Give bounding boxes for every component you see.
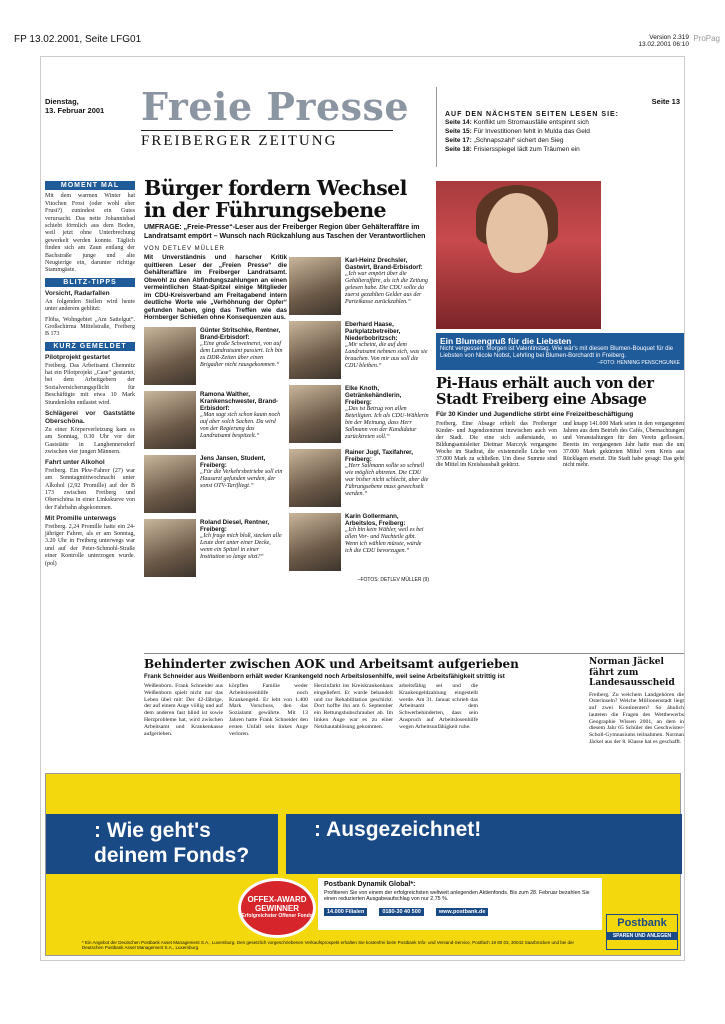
brief-text: Freiberg. Das Arbeitsamt Chemnitz hat ein Pilotprojekt „Case“ gestartet, bei dem Arbeitgebern der Sozialversicherungspflicht für Beschäftigte mit etwa 10 Mark Stundenlohn entlastet wird. [45, 362, 135, 406]
voice-entry [144, 327, 284, 389]
voice-quote: „Ich frage mich bloß, stecken alle Leute dort unter einer Decke, wenn ein Spitzel in einer Institution so lange sitzt?“ [200, 533, 282, 560]
voice-entry [144, 391, 284, 453]
norman-article [589, 653, 684, 746]
behinderter-body [144, 683, 646, 737]
ad-contacts [324, 908, 596, 916]
blitz-places: Flöha, Wohngebiet „Am Sattelgut“. Großschirma Mittelstraße, Freiberg B 173 [45, 316, 135, 338]
voice-quote: „Mir scheint, die auf dem Landratsamt nehmen sich, was sie brauchen. Von mir aus soll die CDU bleiben.“ [345, 342, 428, 369]
page-number: Seite 13 [651, 97, 680, 106]
voice-quote: „Für die Verkehrsbetriebe soll ein Hausarzt gefunden werden, der sonst OTV-Tarifliegt.“ [200, 469, 283, 489]
version-timestamp: 13.02.2001 06:10 [638, 41, 689, 48]
brief-title: Fahrt unter Alkohol [45, 459, 105, 467]
photo-caption [436, 333, 684, 370]
voice-name: Karl-Heinz Drechsler, Gastwirt, Brand-Erbisdorf: [345, 257, 423, 271]
voices-column-right [289, 257, 429, 584]
propag-label: ProPag [693, 34, 720, 43]
norman-headline[interactable]: Norman Jäckel fährt zum Landesausscheid [589, 653, 684, 689]
brief-title: Mit Promille unterwegs [45, 515, 117, 523]
blitz-tipps-header: BLITZ-TIPPS [45, 278, 135, 287]
newspaper-page [40, 56, 685, 961]
byline: VON DETLEV MÜLLER [144, 246, 226, 252]
behinderter-column: Weißenborn. Frank Schneider aus Weißenborn spielt nicht nur das Leben übel mit: Der 42-Jährige, der auf einem Auge völlig und auf dem anderen fast blind ist sowie Herzprobleme hat, wird zwischen Arbeitsamt und Krankenkasse aufgerieben. [144, 683, 223, 737]
teaser-item[interactable] [445, 145, 686, 154]
lead-paragraph: Mit Unverständnis und harscher Kritik quittieren Leser der „Freien Presse“ die Gehälteraffäre im Freiberger Landratsamt. Obwohl zu den Abfindungszahlungen an einen vermeintlichen Staat-Spitzel einige Mitglieder im CDU-Kreisverband am Freitagabend intern deutliche Worte wie „Verhöhnung der Opfer“ gefunden haben, ging das Treffen wie das Hornberger Schießen ohne Konsequenzen aus. [144, 254, 287, 321]
teaser-text: „Schnapszahl“ sichert den Sieg [473, 137, 564, 144]
newspaper-logo [141, 84, 441, 150]
pi-haus-body [436, 421, 684, 469]
voice-quote: „Eine große Schweinerei, von auf dem Landratsamt passiert. Ich bin zu DDR-Zeiten über einen Brigadier nicht rausgekommen.“ [200, 341, 283, 368]
portrait-photo [144, 391, 196, 449]
website-link[interactable]: www.postbank.de [436, 908, 489, 916]
teaser-heading: AUF DEN NÄCHSTEN SEITEN LESEN SIE: [445, 111, 620, 118]
ad-question: : Wie geht's deinem Fonds? [46, 814, 278, 874]
portrait-photo [144, 327, 196, 385]
teaser-page: Seite 18: [445, 146, 472, 153]
norman-text: Freiberg. Zu welchem Landgehören die Osterinseln? Welche Millionenstadt liegt auf zwei Kontinenten? So ähnlich lauteten die Fragen des Wettbewerbs Geographie Wissen 2001, an dem in diesem Jahr 65 Schüler des Geschwister-Scholl-Gymnasiums teilnahmen. Norman Jäckel aus der 8. Klasse hat es geschafft. [589, 691, 684, 746]
main-deck: UMFRAGE: „Freie-Presse“-Leser aus der Freiberger Region über Gehälteraffäre im Landratsamt empört – Wunsch nach Rückzahlung aus Taschen der Verantwortlichen [144, 224, 426, 240]
issue-weekday: Dienstag, [45, 97, 79, 106]
left-column [45, 181, 135, 571]
teaser-page: Seite 14: [445, 119, 472, 126]
portrait-photo [289, 449, 341, 507]
behinderter-column: arbeitsfähig sei und die Krankengeldzahlung eingestellt werde. Am 31. Januar schrieb das Arbeitsamt dem Schwerbehinderten, dass sein Anspruch auf Arbeitslosenhilfe wegen Arbeitsunfähigkeit ruhe. [399, 683, 478, 730]
voice-entry [289, 513, 429, 575]
photo-credit: –FOTOS: DETLEV MÜLLER (9) [357, 577, 429, 583]
phone-number[interactable]: 0180-30 40 500 [379, 908, 424, 916]
version-info [638, 34, 689, 48]
teaser-text: Für Investitionen fehlt in Mulda das Geld [473, 128, 590, 135]
teaser-item[interactable] [445, 136, 686, 145]
newspaper-title: Freie Presse [141, 84, 410, 129]
pi-haus-headline[interactable]: Pi-Haus erhält auch von der Stadt Freiberg eine Absage [436, 375, 654, 408]
newspaper-subtitle: FREIBERGER ZEITUNG [141, 130, 393, 150]
brief-text: Zu einer Körperverletzung kam es am Sonntag, 0.30 Uhr vor der Gaststätte in Langhennersdorf zwischen vier jungen Männern. [45, 426, 135, 455]
brief-text: Freiberg. 2,24 Promille hatte ein 24-jähriger Fahrer, als er am Sonntag, 3.20 Uhr in Freiberg unterwegs war und auf der Peter-Schmohl-Straße einer Kontrolle unterzogen wurde. (pol) [45, 523, 135, 567]
behinderter-column: Herzinfarkt ins Kreiskrankenhaus eingeliefert. Er wurde behandelt und zur Rehabilitation geschickt. Dort hoffte ihn am 6. September ein Rettungshubschrauber ab. Im linken Auge war es zu einer Netzhautablösung gekommen. [314, 683, 393, 730]
teaser-text: Konflikt um Stromausfälle entspinnt sich [473, 119, 589, 126]
brief-title: Pilotprojekt gestartet [45, 354, 111, 362]
badge-title: OFFEX-AWARD GEWINNER [247, 895, 307, 913]
voices-column-left [144, 327, 284, 583]
issue-date [45, 97, 115, 115]
voice-entry [289, 449, 429, 511]
moment-mal-header: MOMENT MAL [45, 181, 135, 190]
voice-quote: „Ich war empört über die Gehälteraffäre, als ich die Zeitung gelesen habe. Die CDU sollte da zuerst gezahlten Gelder aus der Parteikasse zurückzahlen.“ [345, 271, 428, 305]
behinderter-column: körpflen Familie weder Arbeitslosenhilfe noch Krankengeld. Er lebt von 1.400 Mark Vorschuss, den das Sozialamt gewährte. Mit 13 Jahren hatte Frank Schneider den ersten Unfall sein linkes Auge verloren. [229, 683, 308, 737]
pi-haus-column: Freiberg. Eine Absage erhielt das Freiberger Kinder- und Jugendzentrum inzwischen auch von der Stadt. Die eine sich außerstande, so Bildungsamtsleiter Dietmar Marczyk vergangene Woche im Stadtrat, die existenzielle Lücke von 37.000 Mark zu schließen. Um diese Summe sind die Mittel im Kreishaushalt gekürzt. [436, 421, 557, 469]
pi-haus-deck: Für 30 Kinder und Jugendliche stirbt eine Freizeitbeschäftigung [436, 411, 634, 418]
teaser-item[interactable] [445, 127, 686, 136]
main-headline[interactable]: Bürger fordern Wechsel in der Führungsebene [144, 176, 407, 222]
teaser-page: Seite 17: [445, 137, 472, 144]
voice-name: Eberhard Haase, Parkplatzbetreiber, Niederbobritzsch: [345, 321, 401, 342]
caption-text: Nicht vergessen: Morgen ist Valentinstag. Wie wär's mit diesem Blumen-Bouquet für die Liebsten von Nicole Nobst, Lehrling bei Blumen-Borchardt in Freiberg. [440, 346, 674, 359]
voice-entry [289, 321, 429, 383]
page-id-line: FP 13.02.2001, Seite LFG01 [14, 34, 142, 45]
voice-quote: „Man sagt sich schon kaum noch auf aber solch Sachen. Da wird von der Regierung das Landratsamt bespitzelt.“ [200, 412, 281, 439]
brief-title: Schlägerei vor Gaststätte Oberschöna. [45, 409, 135, 426]
right-column [436, 181, 684, 469]
portrait-photo [289, 321, 341, 379]
teaser-text: Frisiersspiegel lädt zum Träumen ein [473, 146, 580, 153]
voice-entry [289, 257, 429, 319]
voice-quote: „Herr Sallmann sollte so schnell wie möglich abtreten. Die CDU war bisher nicht schlecht, aber die Führungsebene muss gewechselt werden.“ [345, 463, 429, 497]
kurz-gemeldet-header: KURZ GEMELDET [45, 342, 135, 351]
voice-name: Rainer Jugl, Taxifahrer, Freiberg: [345, 449, 413, 463]
logo-slogan: SPAREN UND ANLEGEN [607, 932, 677, 940]
badge-subtitle: Erfolgreichster Offener Fonds [241, 913, 313, 919]
version-number: Version 2.319 [649, 34, 689, 41]
portrait-photo [144, 455, 196, 513]
portrait-photo [289, 257, 341, 315]
fund-name: Postbank Dynamik Global*: [324, 881, 416, 888]
voice-entry [289, 385, 429, 447]
portrait-photo [289, 513, 341, 571]
moment-mal-text: Mit dem warmen Winter hat Vitochen Frost (oder wohl eher Frust?) zunindest ein Gutes verursacht. Das nette Johannisbad schiebt förmlich aus dem Boden, weil jetzt ohne Unterbrechung gewerkelt werden konnte. Täglich finden sich am Zaun entlang der Bachstraße junge und alte Neugierige ein, darunter richtige Stammgäste. [45, 193, 135, 274]
voice-entry [144, 519, 284, 581]
voice-entry [144, 455, 284, 517]
voice-quote: „Ich bin kein Wähler, weil es bei allen Vor- und Nachteile gibt. Wenn ich wählen müsste, würde ich die CDU bevorzugen.“ [345, 527, 424, 554]
voice-name: Jens Jansen, Student, Freiberg: [200, 455, 266, 469]
caption-credit: –FOTO: HENNING PENSCHGUNKE [597, 360, 680, 366]
blitz-text: An folgenden Stellen wird heute unter anderem geblitzt: [45, 298, 135, 313]
issue-date-text: 13. Februar 2001 [45, 106, 105, 115]
voice-name: Günter Stritschke, Rentner, Brand-Erbisdorf: [200, 327, 281, 341]
award-badge-icon [238, 878, 316, 938]
valentine-photo [436, 181, 601, 329]
ad-info-box [318, 878, 602, 930]
voice-name: Roland Diesel, Rentner, Freiberg: [200, 519, 270, 533]
behinderter-article [144, 653, 646, 737]
postbank-advertisement[interactable] [45, 773, 681, 956]
voice-name: Elke Knoth, Getränkehändlerin, Freiberg: [345, 385, 402, 406]
ad-footnote: * Ein Angebot der Deutschen Postbank Asset Management S.A., Luxemburg. Den gesetzlich vorgeschriebenen Verkaufsprospekt erhalten Sie kostenfrei beim Postbank Info- und Versand-Service, Postfach 19 80 03, 30042 Saarbrücken und bei der Deutschen Postbank Asset Management S.A., Luxemburg. [82, 940, 575, 950]
teaser-page: Seite 15: [445, 128, 472, 135]
voice-quote: „Das ist Betrug von allen Beteiligten. Ich als CDU-Wählerin bin der Meinung, dass Herr Sallmann von der Kandidatur zurücktreten soll.“ [345, 406, 429, 440]
teaser-box [436, 87, 686, 167]
branches-label: 14.000 Filialen [324, 908, 367, 916]
ad-answer: : Ausgezeichnet! [286, 814, 682, 874]
voice-name: Ramona Walther, Krankenschwester, Brand-Erbisdorf: [200, 391, 279, 412]
behinderter-headline[interactable]: Behinderter zwischen AOK und Arbeitsamt aufgerieben [144, 653, 646, 671]
pi-haus-column: und knapp 141.000 Mark seien in den vergangenen Jahren aus dem Betrieb des Cafés, Übernachtungen und Veranstaltungen für den Verein geflossen. Bereits im vergangenen Jahr hatte man die um 37.000 Mark gekürzten Mittel vom Kreis aus Rücklagen ersetzt. Die Stadt habe gesagt: Das geht nicht mehr. [563, 421, 684, 469]
caption-title: Ein Blumengruß für die Liebsten [440, 336, 572, 346]
teaser-item[interactable] [445, 118, 686, 127]
portrait-photo [289, 385, 341, 443]
brief-text: Freiberg. Ein Pkw-Fahrer (27) war am Sonntagmittwochnacht unter Alkohol (2,92 Promille) auf der B 173 zwischen Freiberg und Oberschöna in einer Linkskurve von der Fahrbahn abgekommen. [45, 467, 135, 511]
blitz-title: Vorsicht, Radarfallen [45, 290, 110, 298]
behinderter-deck: Frank Schneider aus Weißenborn erhält weder Krankengeld noch Arbeitslosenhilfe, weil seine Arbeitsfähigkeit strittig ist [144, 673, 505, 680]
photo-face-shape [486, 193, 548, 273]
fund-description: Profitieren Sie von einem der erfolgreichsten weltweit anlegenden Aktienfonds. Bis zum 28. Februar bezahlen Sie einen reduzierten Ausgabeaufschlag von nur 2,75 %. [324, 890, 590, 902]
voice-name: Karin Gollermann, Arbeitslos, Freiberg: [345, 513, 406, 527]
portrait-photo [144, 519, 196, 577]
postbank-logo [606, 914, 678, 950]
logo-text: Postbank [617, 917, 667, 929]
